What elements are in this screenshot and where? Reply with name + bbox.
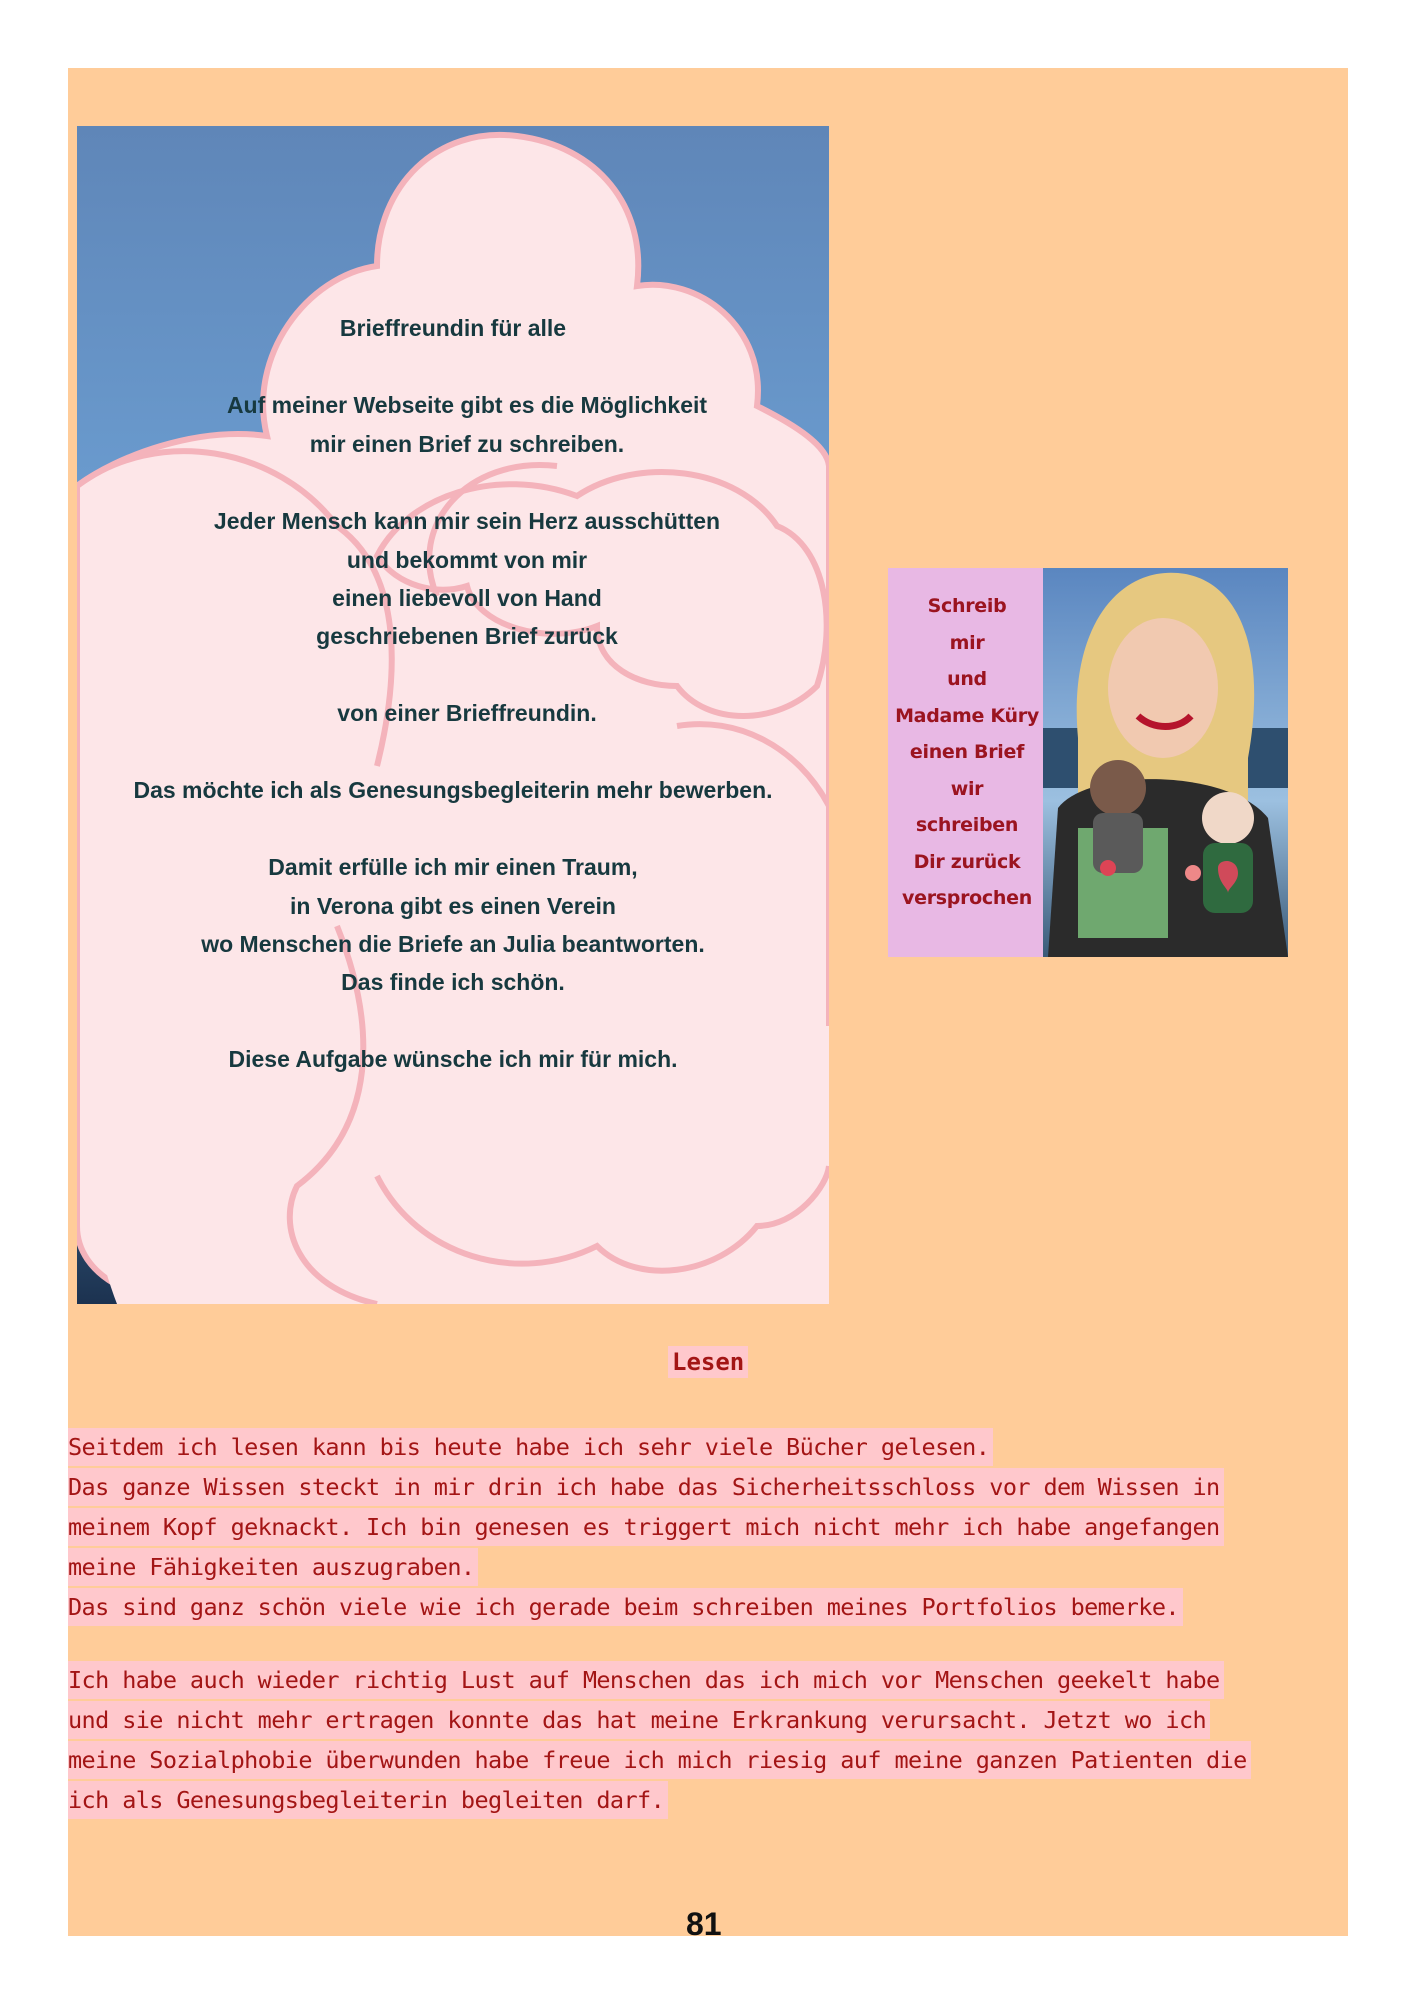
photo xyxy=(888,568,1288,957)
photo-line: einen Brief xyxy=(909,741,1025,763)
photo-line: Dir zurück xyxy=(913,850,1021,873)
cloud-line: wo Menschen die Briefe an Julia beantworten. xyxy=(201,931,705,957)
cloud-line: Das möchte ich als Genesungsbegleiterin mehr bewerben. xyxy=(133,777,773,803)
cloud-line: und bekommt von mir xyxy=(346,547,588,573)
paragraph-line: ich als Genesungsbegleiterin begleiten darf. xyxy=(68,1781,668,1819)
paragraph-line: meine Fähigkeiten auszugraben. xyxy=(68,1548,478,1586)
paragraph-line: Das sind ganz schön viele wie ich gerade beim schreiben meines Portfolios bemerke. xyxy=(68,1588,1183,1626)
paragraph-line: meinem Kopf geknackt. Ich bin genesen es triggert mich nicht mehr ich habe angefangen xyxy=(68,1508,1224,1546)
cloud-title: Brieffreundin für alle xyxy=(339,315,567,341)
cloud-image xyxy=(77,126,829,1304)
photo-line: und xyxy=(947,668,987,690)
paragraph-line: Seitdem ich lesen kann bis heute habe ich sehr viele Bücher gelesen. xyxy=(68,1428,993,1466)
photo-line: versprochen xyxy=(902,887,1032,909)
paragraph-1 xyxy=(68,1428,1224,1628)
photo-line: Madame Küry xyxy=(895,704,1039,727)
cloud-line: Damit erfülle ich mir einen Traum, xyxy=(268,854,638,880)
page xyxy=(68,68,1348,1942)
cloud-line: Auf meiner Webseite gibt es die Möglichkeit xyxy=(226,392,708,418)
paragraph-line: Ich habe auch wieder richtig Lust auf Menschen das ich mich vor Menschen geekelt habe xyxy=(68,1661,1224,1699)
paragraph-line: meine Sozialphobie überwunden habe freue ich mich riesig auf meine ganzen Patienten die xyxy=(68,1741,1251,1779)
section-heading: Lesen xyxy=(668,1346,748,1378)
cloud-line: Jeder Mensch kann mir sein Herz ausschütten xyxy=(213,508,721,534)
cloud-line: geschriebenen Brief zurück xyxy=(316,623,618,649)
photo-line: Schreib xyxy=(927,595,1007,617)
photo-caption xyxy=(888,588,1046,917)
cloud-line: einen liebevoll von Hand xyxy=(332,585,602,611)
cloud-line: in Verona gibt es einen Verein xyxy=(290,893,616,919)
paragraph-line: und sie nicht mehr ertragen konnte das hat meine Erkrankung verursacht. Jetzt wo ich xyxy=(68,1701,1210,1739)
photo-line: wir xyxy=(950,777,984,800)
cloud-line: mir einen Brief zu schreiben. xyxy=(309,431,625,457)
photo-line: mir xyxy=(949,631,985,654)
page-number: 81 xyxy=(686,1906,722,1942)
cloud-text xyxy=(77,126,829,1304)
cloud-line: von einer Brieffreundin. xyxy=(337,700,597,726)
photo-line: schreiben xyxy=(915,814,1019,836)
cloud-line: Diese Aufgabe wünsche ich mir für mich. xyxy=(228,1046,678,1072)
paragraph-2 xyxy=(68,1661,1251,1821)
cloud-line: Das finde ich schön. xyxy=(341,969,565,995)
paragraph-line: Das ganze Wissen steckt in mir drin ich habe das Sicherheitsschloss vor dem Wissen in xyxy=(68,1468,1224,1506)
